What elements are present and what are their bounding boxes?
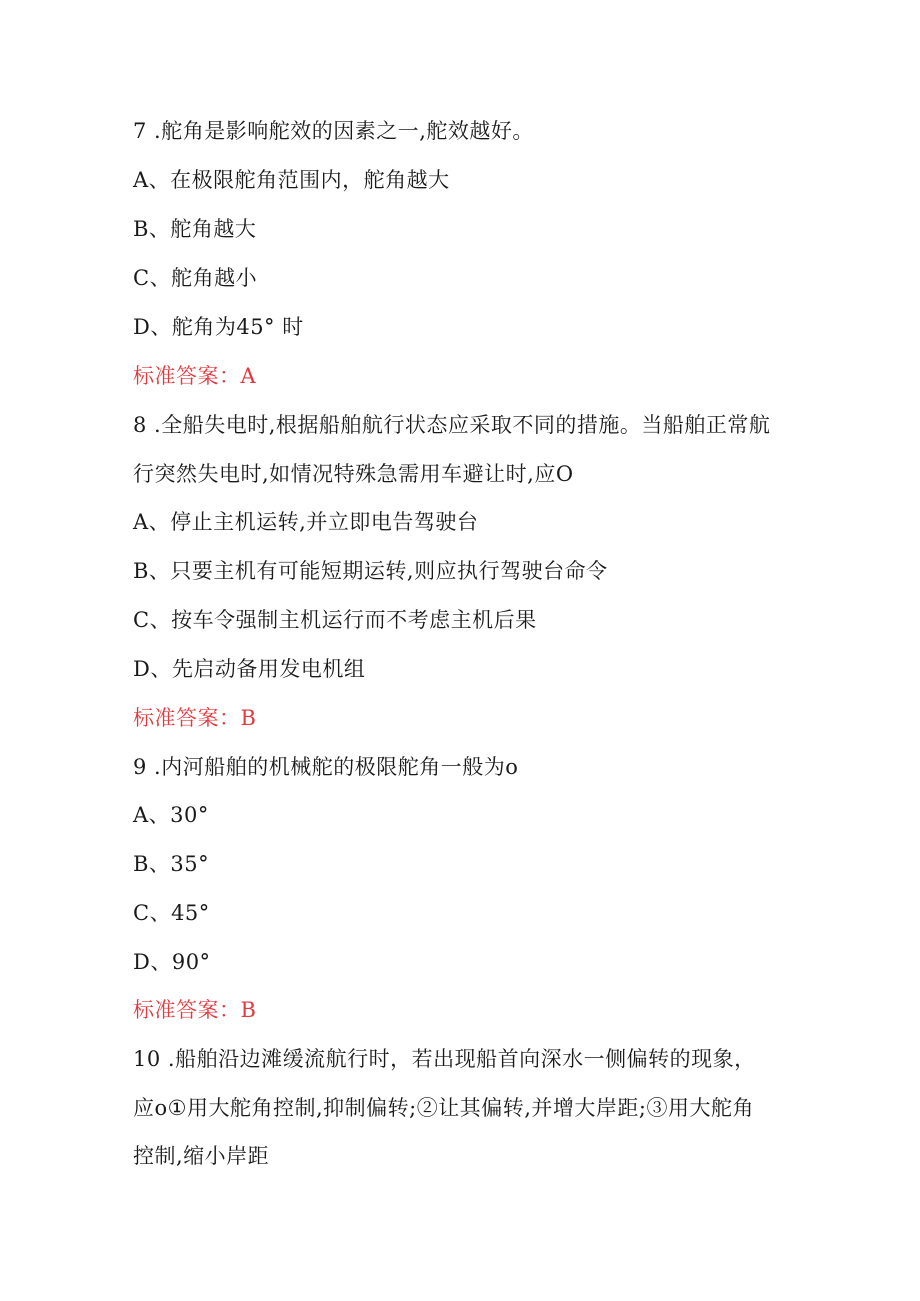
- question-7-option-d: D、舵角为45° 时: [133, 315, 304, 339]
- question-9-stem: 9 .内河船舶的机械舵的极限舵角一般为o: [133, 755, 519, 779]
- question-10-stem-line-2: 应o①用大舵角控制,抑制偏转;②让其偏转,并增大岸距;③用大舵角: [133, 1096, 754, 1120]
- question-10-stem-line-3: 控制,缩小岸距: [133, 1144, 270, 1168]
- question-9-option-d: D、90°: [133, 950, 211, 974]
- question-8-option-a: A、停止主机运转,并立即电告驾驶台: [133, 510, 479, 534]
- question-7-answer: 标准答案：A: [133, 364, 257, 388]
- question-8-option-c: C、按车令强制主机运行而不考虑主机后果: [133, 608, 537, 632]
- question-8-stem-line-1: 8 .全船失电时,根据船舶航行状态应采取不同的措施。当船舶正常航: [133, 413, 771, 437]
- question-8-option-d: D、先启动备用发电机组: [133, 657, 366, 681]
- question-9-option-a: A、30°: [133, 803, 209, 827]
- question-7-option-b: B、舵角越大: [133, 217, 257, 241]
- question-9-answer: 标准答案：B: [133, 998, 257, 1022]
- question-8-option-b: B、只要主机有可能短期运转,则应执行驾驶台命令: [133, 559, 608, 583]
- question-7-option-c: C、舵角越小: [133, 266, 258, 290]
- question-9-option-b: B、35°: [133, 852, 210, 876]
- question-7-option-a: A、在极限舵角范围内，舵角越大: [133, 168, 450, 192]
- question-8-stem-line-2: 行突然失电时,如情况特殊急需用车避让时,应O: [133, 462, 574, 486]
- question-9-option-c: C、45°: [133, 901, 210, 925]
- question-10-stem-line-1: 10 .船舶沿边滩缓流航行时，若出现船首向深水一侧偏转的现象，: [133, 1047, 756, 1071]
- question-8-answer: 标准答案：B: [133, 706, 257, 730]
- question-7-stem: 7 .舵角是影响舵效的因素之一,舵效越好。: [133, 119, 534, 143]
